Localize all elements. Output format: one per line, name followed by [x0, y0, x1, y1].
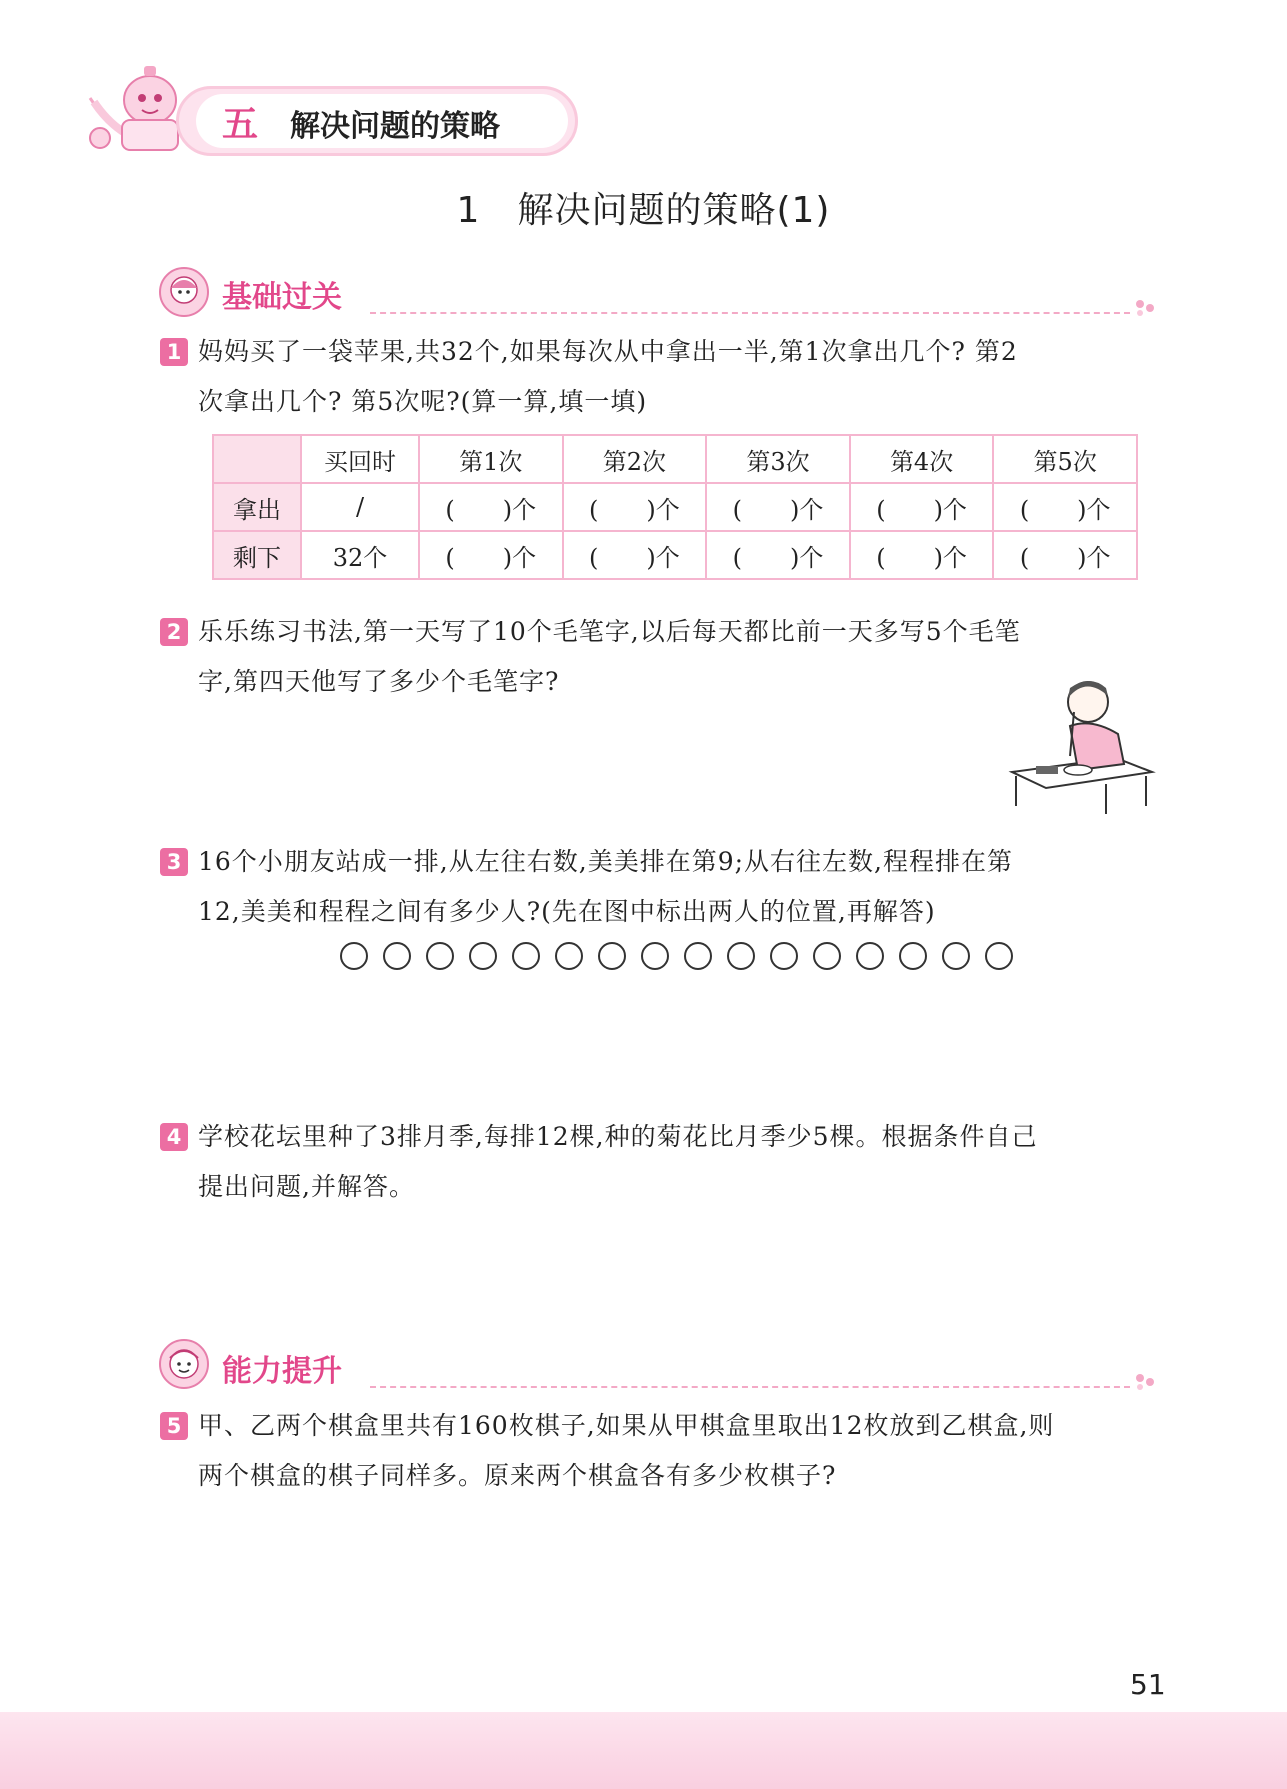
- child-avatar-icon: [158, 1338, 210, 1390]
- section-title-basic: 基础过关: [222, 280, 342, 315]
- table-header-cell: 第4次: [850, 435, 994, 483]
- table-header-cell: 第5次: [993, 435, 1137, 483]
- question-text: 妈妈买了一袋苹果,共32个,如果每次从中拿出一半,第1次拿出几个? 第2: [198, 337, 1018, 366]
- question-text: 12,美美和程程之间有多少人?(先在图中标出两人的位置,再解答): [198, 897, 936, 926]
- answer-blank[interactable]: ( )个: [706, 483, 850, 531]
- child-position-circle[interactable]: [942, 942, 970, 970]
- answer-blank[interactable]: ( )个: [850, 531, 994, 579]
- question-text: 16个小朋友站成一排,从左往右数,美美排在第9;从右往左数,程程排在第: [198, 847, 1013, 876]
- children-row: [340, 942, 1013, 970]
- dots-decoration-icon: [1134, 1372, 1160, 1392]
- footer-band: [0, 1712, 1287, 1789]
- child-position-circle[interactable]: [684, 942, 712, 970]
- chapter-number: 五: [222, 104, 259, 145]
- question-number: 5: [160, 1412, 188, 1440]
- boy-writing-illustration-icon: [1006, 672, 1156, 822]
- question-text: 甲、乙两个棋盒里共有160枚棋子,如果从甲棋盒里取出12枚放到乙棋盒,则: [198, 1411, 1055, 1440]
- child-position-circle[interactable]: [598, 942, 626, 970]
- table-header-cell: 第1次: [419, 435, 563, 483]
- answer-blank[interactable]: ( )个: [850, 483, 994, 531]
- child-position-circle[interactable]: [512, 942, 540, 970]
- child-position-circle[interactable]: [856, 942, 884, 970]
- table-cell: 32个: [301, 531, 419, 579]
- table-header-cell: 第2次: [563, 435, 707, 483]
- question-number: 4: [160, 1123, 188, 1151]
- answer-blank[interactable]: ( )个: [419, 483, 563, 531]
- answer-blank[interactable]: ( )个: [419, 531, 563, 579]
- question-text: 学校花坛里种了3排月季,每排12棵,种的菊花比月季少5棵。根据条件自己: [198, 1122, 1038, 1151]
- child-position-circle[interactable]: [340, 942, 368, 970]
- section-title-advanced: 能力提升: [222, 1354, 342, 1389]
- child-position-circle[interactable]: [469, 942, 497, 970]
- answer-blank[interactable]: ( )个: [993, 531, 1137, 579]
- question-text: 提出问题,并解答。: [198, 1172, 415, 1201]
- child-position-circle[interactable]: [770, 942, 798, 970]
- child-position-circle[interactable]: [813, 942, 841, 970]
- child-position-circle[interactable]: [985, 942, 1013, 970]
- lesson-title: 1 解决问题的策略(1): [456, 190, 831, 231]
- table-cell: /: [301, 483, 419, 531]
- section-divider: [370, 312, 1130, 314]
- child-position-circle[interactable]: [426, 942, 454, 970]
- table-row: [213, 483, 1137, 531]
- row-label: 拿出: [213, 483, 301, 531]
- answer-blank[interactable]: ( )个: [706, 531, 850, 579]
- question-text: 乐乐练习书法,第一天写了10个毛笔字,以后每天都比前一天多写5个毛笔: [198, 617, 1021, 646]
- answer-table: [212, 434, 1138, 580]
- dots-decoration-icon: [1134, 298, 1160, 318]
- child-position-circle[interactable]: [383, 942, 411, 970]
- girl-avatar-icon: [158, 266, 210, 318]
- table-row: [213, 531, 1137, 579]
- child-position-circle[interactable]: [641, 942, 669, 970]
- question-text: 字,第四天他写了多少个毛笔字?: [198, 667, 560, 696]
- question-text: 两个棋盒的棋子同样多。原来两个棋盒各有多少枚棋子?: [198, 1461, 837, 1490]
- question-number: 2: [160, 618, 188, 646]
- question-number: 3: [160, 848, 188, 876]
- child-position-circle[interactable]: [727, 942, 755, 970]
- section-divider: [370, 1386, 1130, 1388]
- chapter-title: 解决问题的策略: [290, 109, 500, 144]
- row-label: 剩下: [213, 531, 301, 579]
- child-position-circle[interactable]: [555, 942, 583, 970]
- child-position-circle[interactable]: [899, 942, 927, 970]
- answer-blank[interactable]: ( )个: [993, 483, 1137, 531]
- table-header-cell: 第3次: [706, 435, 850, 483]
- page-number: 51: [1130, 1668, 1166, 1701]
- answer-blank[interactable]: ( )个: [563, 483, 707, 531]
- answer-blank[interactable]: ( )个: [563, 531, 707, 579]
- table-header-row: [213, 435, 1137, 483]
- table-header-cell: [213, 435, 301, 483]
- table-header-cell: 买回时: [301, 435, 419, 483]
- question-number: 1: [160, 338, 188, 366]
- question-text: 次拿出几个? 第5次呢?(算一算,填一填): [198, 387, 648, 416]
